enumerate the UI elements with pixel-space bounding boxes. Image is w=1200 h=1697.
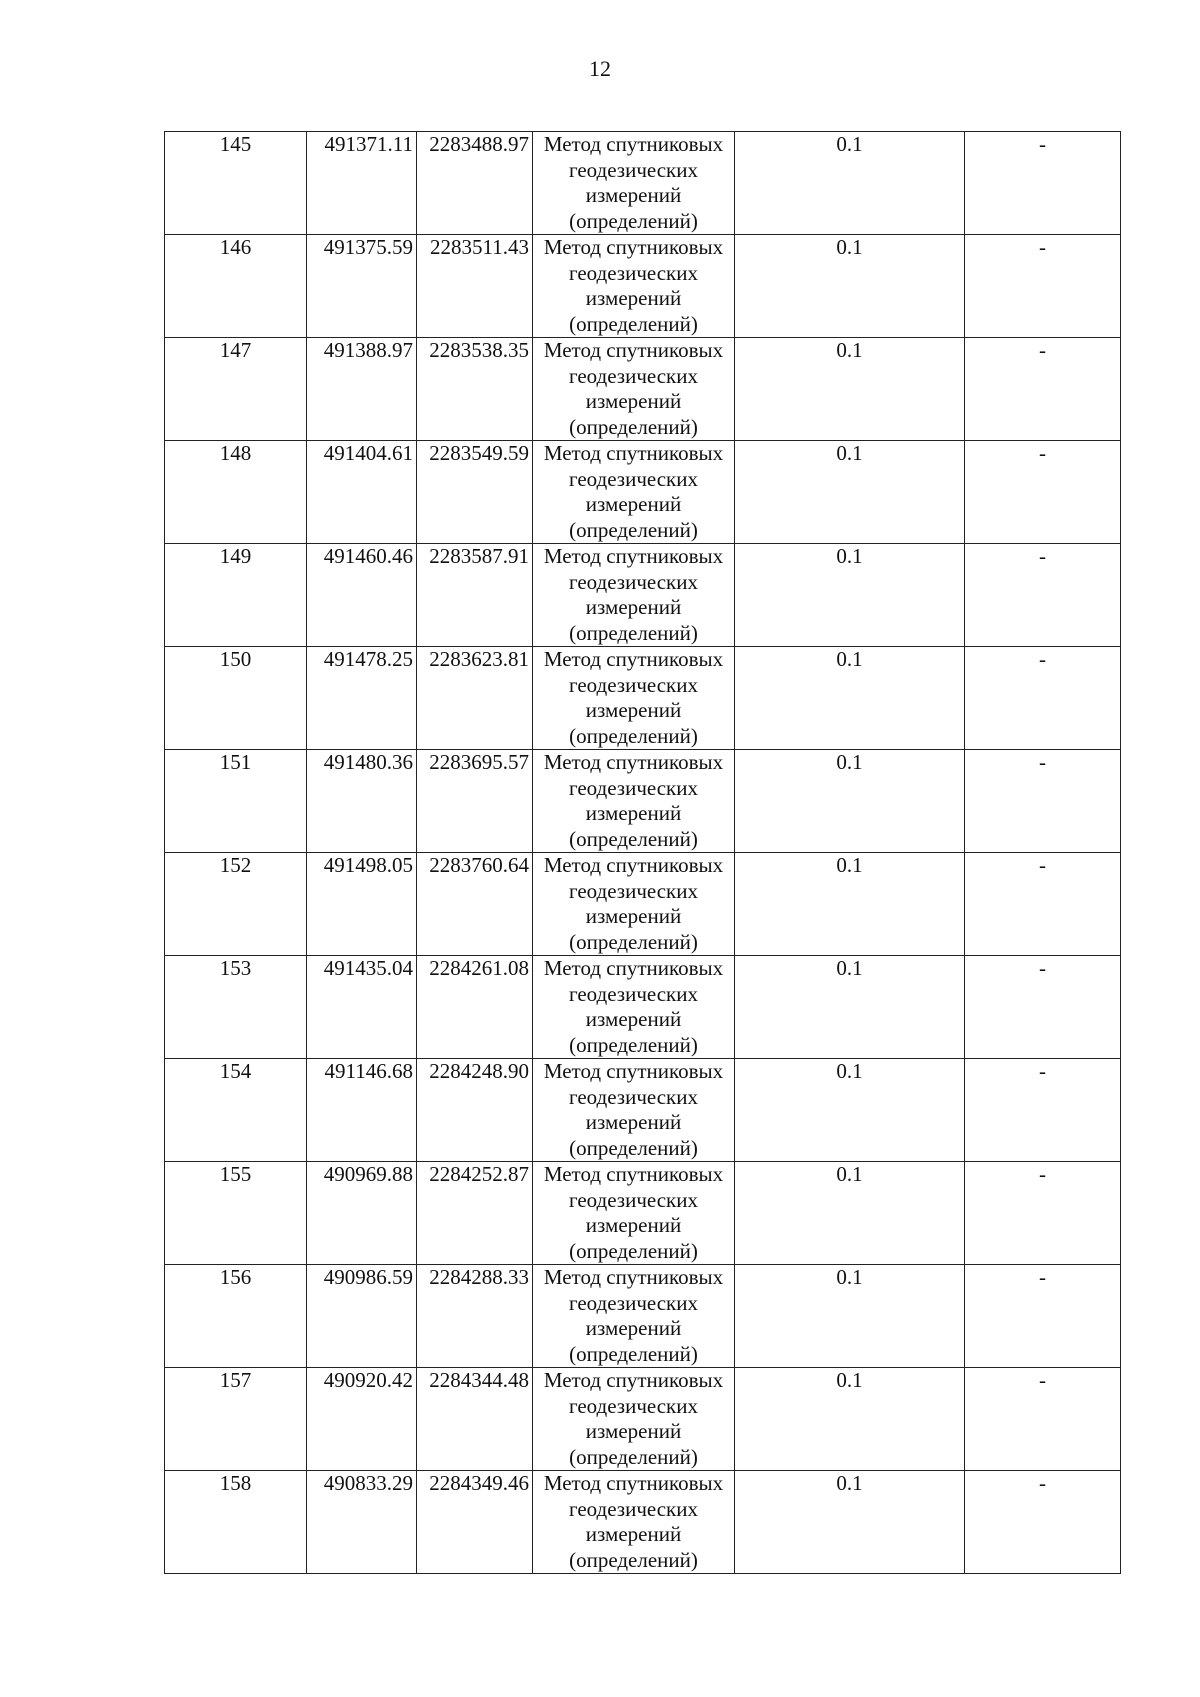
point-number-cell: 152 (165, 853, 307, 956)
point-number-cell: 154 (165, 1059, 307, 1162)
method-cell: Метод спутниковых геодезических измерений (определений) (533, 1162, 735, 1265)
x-coordinate-cell: 490833.29 (307, 1471, 417, 1574)
point-number-cell: 148 (165, 441, 307, 544)
y-coordinate-cell: 2284248.90 (417, 1059, 533, 1162)
y-coordinate-cell: 2284349.46 (417, 1471, 533, 1574)
note-cell: - (965, 1368, 1121, 1471)
accuracy-cell: 0.1 (735, 647, 965, 750)
accuracy-cell: 0.1 (735, 956, 965, 1059)
table-row (165, 853, 1121, 956)
point-number-cell: 150 (165, 647, 307, 750)
accuracy-cell: 0.1 (735, 853, 965, 956)
method-cell: Метод спутниковых геодезических измерений (определений) (533, 956, 735, 1059)
method-cell: Метод спутниковых геодезических измерений (определений) (533, 1368, 735, 1471)
table-row (165, 441, 1121, 544)
table-row (165, 1059, 1121, 1162)
note-cell: - (965, 338, 1121, 441)
note-cell: - (965, 853, 1121, 956)
table-row (165, 235, 1121, 338)
note-cell: - (965, 1265, 1121, 1368)
note-cell: - (965, 441, 1121, 544)
method-cell: Метод спутниковых геодезических измерений (определений) (533, 1471, 735, 1574)
method-cell: Метод спутниковых геодезических измерений (определений) (533, 647, 735, 750)
point-number-cell: 145 (165, 132, 307, 235)
coordinates-table-body (165, 132, 1121, 1574)
table-row (165, 1162, 1121, 1265)
y-coordinate-cell: 2283587.91 (417, 544, 533, 647)
x-coordinate-cell: 491480.36 (307, 750, 417, 853)
note-cell: - (965, 647, 1121, 750)
x-coordinate-cell: 491435.04 (307, 956, 417, 1059)
page-number: 12 (589, 56, 611, 81)
accuracy-cell: 0.1 (735, 1471, 965, 1574)
table-row (165, 132, 1121, 235)
point-number-cell: 155 (165, 1162, 307, 1265)
method-cell: Метод спутниковых геодезических измерений (определений) (533, 853, 735, 956)
x-coordinate-cell: 491388.97 (307, 338, 417, 441)
table-row (165, 1471, 1121, 1574)
table-row (165, 750, 1121, 853)
y-coordinate-cell: 2283549.59 (417, 441, 533, 544)
accuracy-cell: 0.1 (735, 441, 965, 544)
method-cell: Метод спутниковых геодезических измерений (определений) (533, 544, 735, 647)
x-coordinate-cell: 491375.59 (307, 235, 417, 338)
method-cell: Метод спутниковых геодезических измерений (определений) (533, 132, 735, 235)
note-cell: - (965, 750, 1121, 853)
method-cell: Метод спутниковых геодезических измерений (определений) (533, 235, 735, 338)
accuracy-cell: 0.1 (735, 338, 965, 441)
y-coordinate-cell: 2283695.57 (417, 750, 533, 853)
accuracy-cell: 0.1 (735, 1162, 965, 1265)
x-coordinate-cell: 491371.11 (307, 132, 417, 235)
y-coordinate-cell: 2284288.33 (417, 1265, 533, 1368)
accuracy-cell: 0.1 (735, 1265, 965, 1368)
y-coordinate-cell: 2283760.64 (417, 853, 533, 956)
table-row (165, 647, 1121, 750)
note-cell: - (965, 132, 1121, 235)
x-coordinate-cell: 491498.05 (307, 853, 417, 956)
note-cell: - (965, 956, 1121, 1059)
accuracy-cell: 0.1 (735, 132, 965, 235)
point-number-cell: 146 (165, 235, 307, 338)
point-number-cell: 158 (165, 1471, 307, 1574)
coordinates-table (164, 131, 1121, 1574)
y-coordinate-cell: 2283538.35 (417, 338, 533, 441)
x-coordinate-cell: 491478.25 (307, 647, 417, 750)
table-row (165, 1265, 1121, 1368)
y-coordinate-cell: 2283511.43 (417, 235, 533, 338)
y-coordinate-cell: 2283623.81 (417, 647, 533, 750)
method-cell: Метод спутниковых геодезических измерений (определений) (533, 441, 735, 544)
y-coordinate-cell: 2284252.87 (417, 1162, 533, 1265)
x-coordinate-cell: 491404.61 (307, 441, 417, 544)
x-coordinate-cell: 490920.42 (307, 1368, 417, 1471)
accuracy-cell: 0.1 (735, 235, 965, 338)
y-coordinate-cell: 2283488.97 (417, 132, 533, 235)
accuracy-cell: 0.1 (735, 1059, 965, 1162)
method-cell: Метод спутниковых геодезических измерений (определений) (533, 338, 735, 441)
y-coordinate-cell: 2284261.08 (417, 956, 533, 1059)
point-number-cell: 157 (165, 1368, 307, 1471)
note-cell: - (965, 1162, 1121, 1265)
x-coordinate-cell: 490969.88 (307, 1162, 417, 1265)
accuracy-cell: 0.1 (735, 1368, 965, 1471)
note-cell: - (965, 1059, 1121, 1162)
note-cell: - (965, 1471, 1121, 1574)
note-cell: - (965, 235, 1121, 338)
method-cell: Метод спутниковых геодезических измерений (определений) (533, 1059, 735, 1162)
table-row (165, 544, 1121, 647)
note-cell: - (965, 544, 1121, 647)
accuracy-cell: 0.1 (735, 750, 965, 853)
table-row (165, 338, 1121, 441)
point-number-cell: 149 (165, 544, 307, 647)
method-cell: Метод спутниковых геодезических измерений (определений) (533, 750, 735, 853)
point-number-cell: 153 (165, 956, 307, 1059)
table-row (165, 1368, 1121, 1471)
method-cell: Метод спутниковых геодезических измерений (определений) (533, 1265, 735, 1368)
point-number-cell: 147 (165, 338, 307, 441)
point-number-cell: 156 (165, 1265, 307, 1368)
point-number-cell: 151 (165, 750, 307, 853)
y-coordinate-cell: 2284344.48 (417, 1368, 533, 1471)
table-row (165, 956, 1121, 1059)
x-coordinate-cell: 491146.68 (307, 1059, 417, 1162)
x-coordinate-cell: 490986.59 (307, 1265, 417, 1368)
x-coordinate-cell: 491460.46 (307, 544, 417, 647)
accuracy-cell: 0.1 (735, 544, 965, 647)
